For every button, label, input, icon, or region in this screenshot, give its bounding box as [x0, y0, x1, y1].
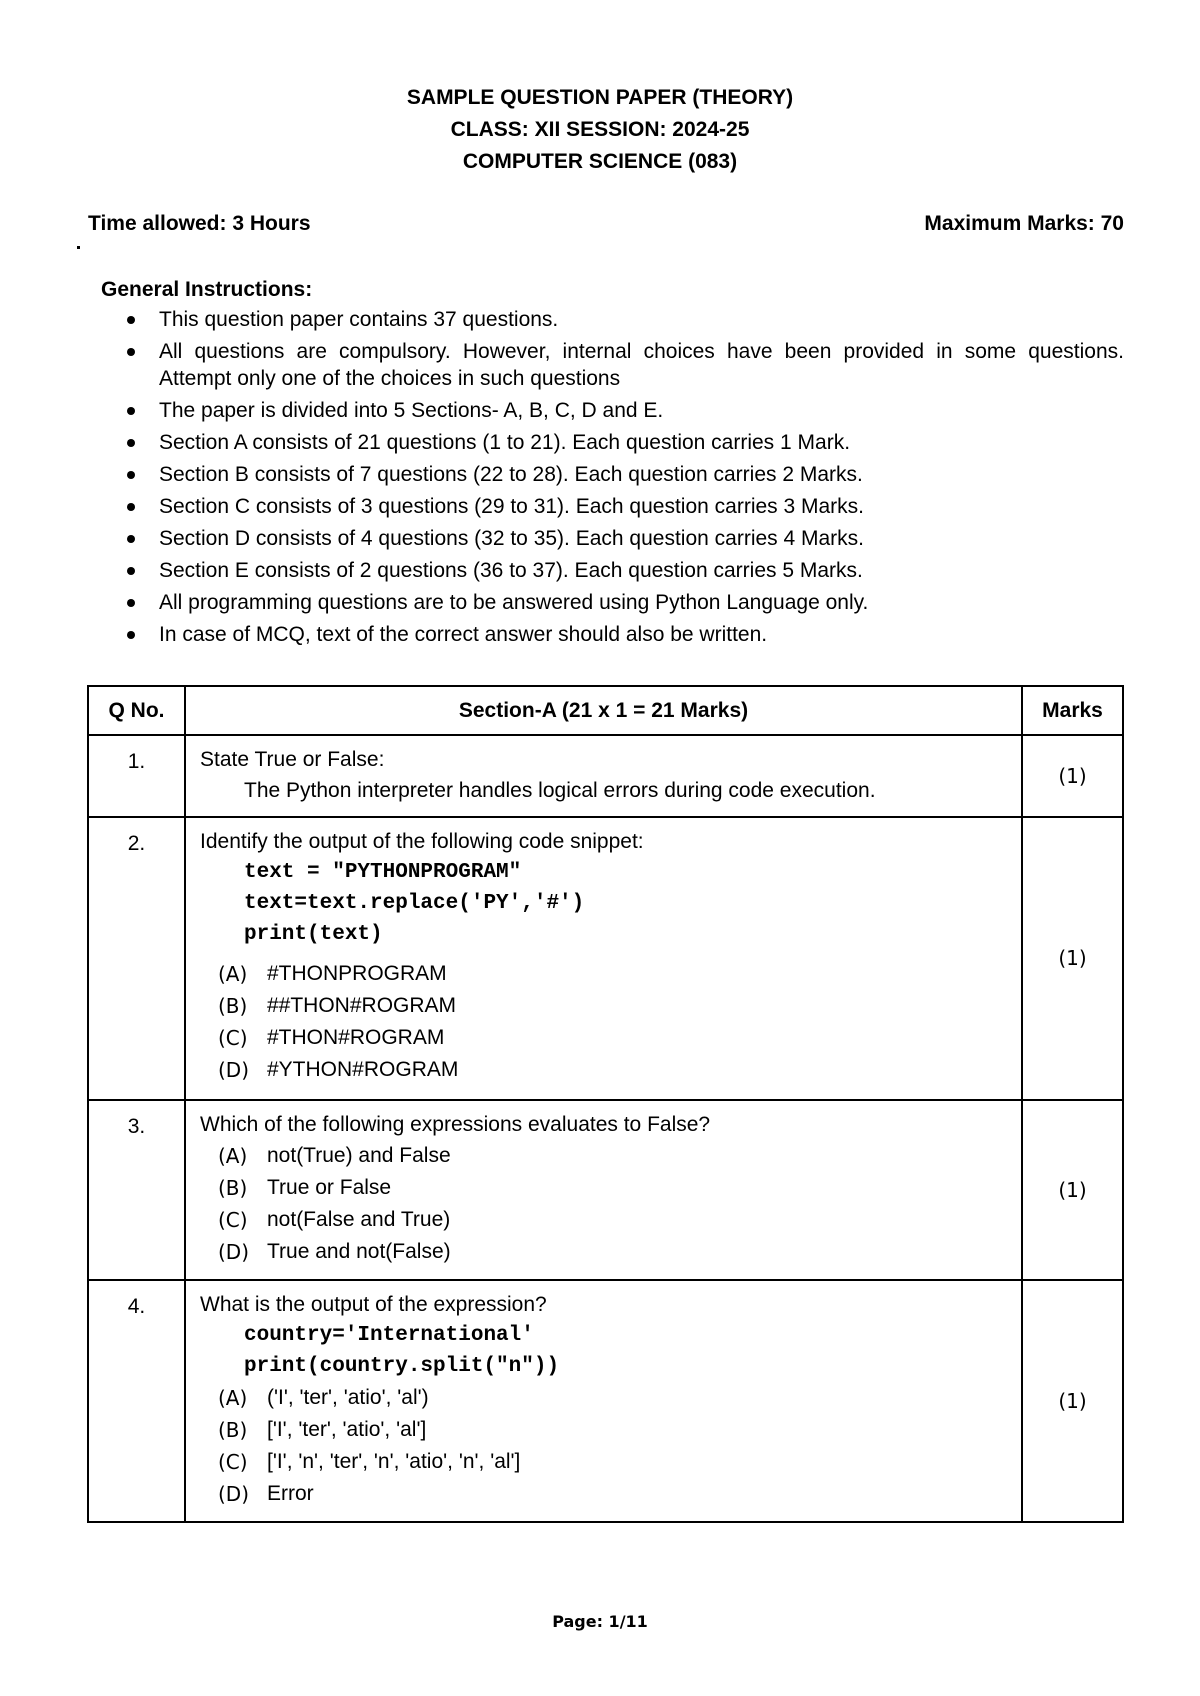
instruction-text: Section D consists of 4 questions (32 to 35). Each question carries 4 Marks.: [159, 527, 865, 550]
bullet-icon: [127, 631, 135, 639]
instruction-text: Section B consists of 7 questions (22 to 28). Each question carries 2 Marks.: [159, 463, 863, 486]
time-allowed: Time allowed: 3 Hours: [88, 212, 311, 235]
instruction-item: [125, 557, 1124, 584]
option-a: (A) ('I', 'ter', 'atio', 'al'): [218, 1386, 429, 1410]
subject-name: COMPUTER SCIENCE (083): [462, 150, 738, 173]
question-number: 2.: [88, 817, 185, 1100]
question-number: 4.: [88, 1280, 185, 1522]
table-header-row: [88, 686, 1123, 735]
bullet-icon: [127, 407, 135, 415]
option-c: (C) ['I', 'n', 'ter', 'n', 'atio', 'n', 'al']: [218, 1450, 521, 1474]
question-marks: (1): [1022, 1100, 1123, 1280]
instructions-list: [125, 306, 1124, 653]
instructions-heading: General Instructions:: [101, 278, 313, 301]
bullet-icon: [127, 439, 135, 447]
header-section: Section-A (21 x 1 = 21 Marks): [185, 686, 1022, 735]
option-d: (D) Error: [218, 1482, 314, 1506]
option-c: (C) not(False and True): [218, 1208, 451, 1232]
option-b: (B) ['I', 'ter', 'atio', 'al']: [218, 1418, 427, 1442]
table-row: [88, 1100, 1123, 1280]
instruction-text: Section A consists of 21 questions (1 to 21). Each question carries 1 Mark.: [159, 431, 851, 454]
instruction-text: All programming questions are to be answered using Python Language only.: [159, 591, 869, 614]
table-row: [88, 1280, 1123, 1522]
class-session: CLASS: XII SESSION: 2024-25: [450, 118, 750, 141]
instruction-item: [125, 338, 1124, 392]
bullet-icon: [127, 535, 135, 543]
bullet-icon: [127, 567, 135, 575]
code-line: country='International': [244, 1324, 534, 1347]
instruction-item: [125, 429, 1124, 456]
question-marks: (1): [1022, 817, 1123, 1100]
option-d: (D) True and not(False): [218, 1240, 451, 1264]
question-marks: (1): [1022, 1280, 1123, 1522]
instruction-text: In case of MCQ, text of the correct answer should also be written.: [159, 623, 768, 646]
instruction-item: [125, 306, 1124, 333]
option-d: (D) #YTHON#ROGRAM: [218, 1058, 459, 1082]
bullet-icon: [127, 316, 135, 324]
instruction-text: Section C consists of 3 questions (29 to 31). Each question carries 3 Marks.: [159, 495, 865, 518]
option-b: (B) ##THON#ROGRAM: [218, 994, 457, 1018]
bullet-icon: [127, 348, 135, 356]
instruction-item: [125, 397, 1124, 424]
question-content: [185, 735, 1022, 817]
instruction-item: [125, 493, 1124, 520]
question-text: State True or False:: [200, 748, 385, 771]
instruction-item: [125, 621, 1124, 648]
paper-title-block: [0, 82, 1200, 178]
instruction-item: [125, 589, 1124, 616]
option-c: (C) #THON#ROGRAM: [218, 1026, 445, 1050]
instruction-text: Section E consists of 2 questions (36 to 37). Each question carries 5 Marks.: [159, 559, 863, 582]
code-line: text=text.replace('PY','#'): [244, 892, 585, 915]
instruction-item: [125, 525, 1124, 552]
section-a-table: [87, 685, 1124, 1523]
paper-title: SAMPLE QUESTION PAPER (THEORY): [406, 86, 794, 109]
page-number: Page: 1/11: [552, 1612, 648, 1631]
question-text: Identify the output of the following code snippet:: [200, 830, 644, 853]
question-text: Which of the following expressions evaluates to False?: [200, 1113, 711, 1136]
question-number: 3.: [88, 1100, 185, 1280]
bullet-icon: [127, 503, 135, 511]
question-subtext: The Python interpreter handles logical errors during code execution.: [244, 779, 876, 802]
header-marks: Marks: [1022, 686, 1123, 735]
table-row: [88, 735, 1123, 817]
header-qno: Q No.: [88, 686, 185, 735]
code-line: print(text): [244, 923, 383, 946]
bullet-icon: [127, 471, 135, 479]
bullet-icon: [127, 599, 135, 607]
question-text: What is the output of the expression?: [200, 1293, 547, 1316]
instruction-item: [125, 461, 1124, 488]
table-row: [88, 817, 1123, 1100]
stray-dot-mark: [77, 246, 80, 249]
code-line: text = "PYTHONPROGRAM": [244, 861, 522, 884]
code-line: print(country.split("n")): [244, 1355, 560, 1378]
maximum-marks: Maximum Marks: 70: [924, 212, 1124, 235]
question-content: [185, 1280, 1022, 1522]
option-a: (A) not(True) and False: [218, 1144, 451, 1168]
option-b: (B) True or False: [218, 1176, 392, 1200]
option-a: (A) #THONPROGRAM: [218, 962, 447, 986]
instruction-text: The paper is divided into 5 Sections- A, B, C, D and E.: [159, 399, 664, 422]
question-number: 1.: [88, 735, 185, 817]
question-content: [185, 817, 1022, 1100]
instruction-text: All questions are compulsory. However, internal choices have been provided in some questions. Attempt only one of the choices in such questions: [159, 340, 1124, 390]
question-marks: (1): [1022, 735, 1123, 817]
question-content: [185, 1100, 1022, 1280]
instruction-text: This question paper contains 37 questions.: [159, 308, 559, 331]
